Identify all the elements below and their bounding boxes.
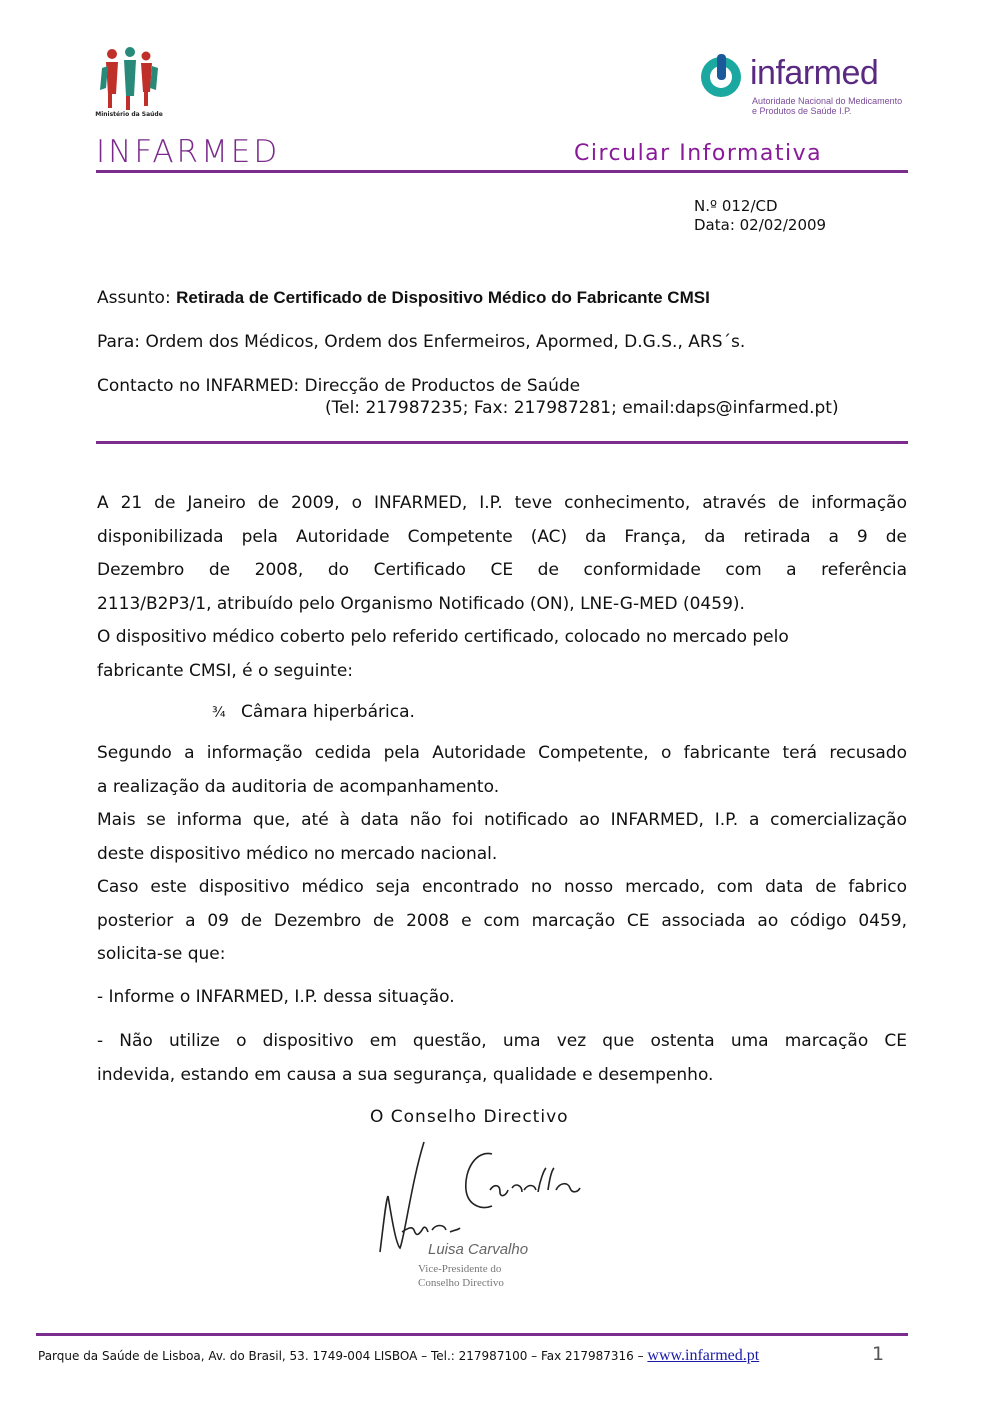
stamp-role-line2: Conselho Directivo: [418, 1277, 504, 1289]
infarmed-subtitle-line2: e Produtos de Saúde I.P.: [752, 106, 852, 116]
paragraph-1: [97, 487, 907, 688]
request-item-2: [97, 1025, 907, 1092]
text-line: Caso este dispositivo médico seja encontrado no nosso mercado, com data de fabrico: [97, 877, 907, 897]
text-line: O dispositivo médico coberto pelo referido certificado, colocado no mercado pelo: [97, 627, 789, 647]
ministry-caption: Ministério da Saúde: [95, 111, 163, 118]
recipients: Para: Ordem dos Médicos, Ordem dos Enfermeiros, Apormed, D.G.S., ARS´s.: [97, 332, 746, 352]
text-line: A 21 de Janeiro de 2009, o INFARMED, I.P. teve conhecimento, através de informação: [97, 493, 907, 513]
text-line: deste dispositivo médico no mercado nacional.: [97, 843, 498, 864]
bullet-text: Câmara hiperbárica.: [240, 702, 415, 722]
header-rule: [96, 170, 908, 173]
contact-line1: Contacto no INFARMED: Direcção de Productos de Saúde: [97, 376, 581, 396]
text-line: a realização da auditoria de acompanhamento.: [97, 776, 500, 797]
text-line: disponibilizada pela Autoridade Competente (AC) da França, da retirada a 9 de: [97, 526, 907, 547]
text-line: indevida, estando em causa a sua segurança, qualidade e desempenho.: [97, 1064, 714, 1085]
signature-heading: O Conselho Directivo: [370, 1107, 569, 1127]
text-line: Mais se informa que, até à data não foi notificado ao INFARMED, I.P. a comercialização: [97, 810, 907, 830]
section-rule: [96, 441, 908, 444]
subject-text: Retirada de Certificado de Dispositivo Médico do Fabricante CMSI: [176, 288, 710, 307]
bullet-marker: ¾: [212, 705, 226, 721]
stamp-role-line1: Vice-Presidente do: [418, 1263, 502, 1275]
infarmed-subtitle-line1: Autoridade Nacional do Medicamento: [752, 96, 903, 106]
text-line: Segundo a informação cedida pela Autoridade Competente, o fabricante terá recusado: [97, 743, 907, 763]
text-line: - Não utilize o dispositivo em questão, uma vez que ostenta uma marcação CE: [97, 1031, 907, 1051]
contact-line2: (Tel: 217987235; Fax: 217987281; email:daps@infarmed.pt): [325, 398, 839, 418]
handwritten-signature: [372, 1140, 592, 1300]
footer-rule: [36, 1333, 908, 1336]
circular-date: Data: 02/02/2009: [694, 216, 827, 234]
text-line: Dezembro de 2008, do Certificado CE de conformidade com a referência: [97, 560, 907, 580]
subject-line: [97, 288, 710, 308]
text-line: fabricante CMSI, é o seguinte:: [97, 660, 354, 681]
document-type: Circular Informativa: [574, 141, 823, 166]
text-line: posterior a 09 de Dezembro de 2008 e com marcação CE associada ao código 0459,: [97, 910, 907, 931]
text-line: solicita-se que:: [97, 944, 226, 964]
subject-label: Assunto:: [97, 288, 177, 308]
paragraph-3: [97, 737, 907, 972]
circular-number: N.º 012/CD: [694, 197, 778, 215]
bullet-item: [212, 702, 415, 722]
request-item-1: - Informe o INFARMED, I.P. dessa situação.: [97, 987, 455, 1007]
page-number: 1: [872, 1343, 885, 1365]
stamp-name: Luisa Carvalho: [428, 1241, 529, 1258]
footer-address-text: Parque da Saúde de Lisboa, Av. do Brasil, 53. 1749-004 LISBOA – Tel.: 217987100 – Fax 217987316 –: [38, 1349, 648, 1363]
text-line: 2113/B2P3/1, atribuído pelo Organismo Notificado (ON), LNE-G-MED (0459).: [97, 593, 745, 614]
footer-website-link[interactable]: www.infarmed.pt: [647, 1347, 760, 1364]
footer-address: [38, 1347, 759, 1365]
infarmed-brand: infarmed: [750, 54, 879, 92]
header-title: INFARMED: [96, 134, 281, 170]
infarmed-subtitle: [752, 96, 902, 116]
infarmed-logo-icon: [696, 50, 748, 102]
